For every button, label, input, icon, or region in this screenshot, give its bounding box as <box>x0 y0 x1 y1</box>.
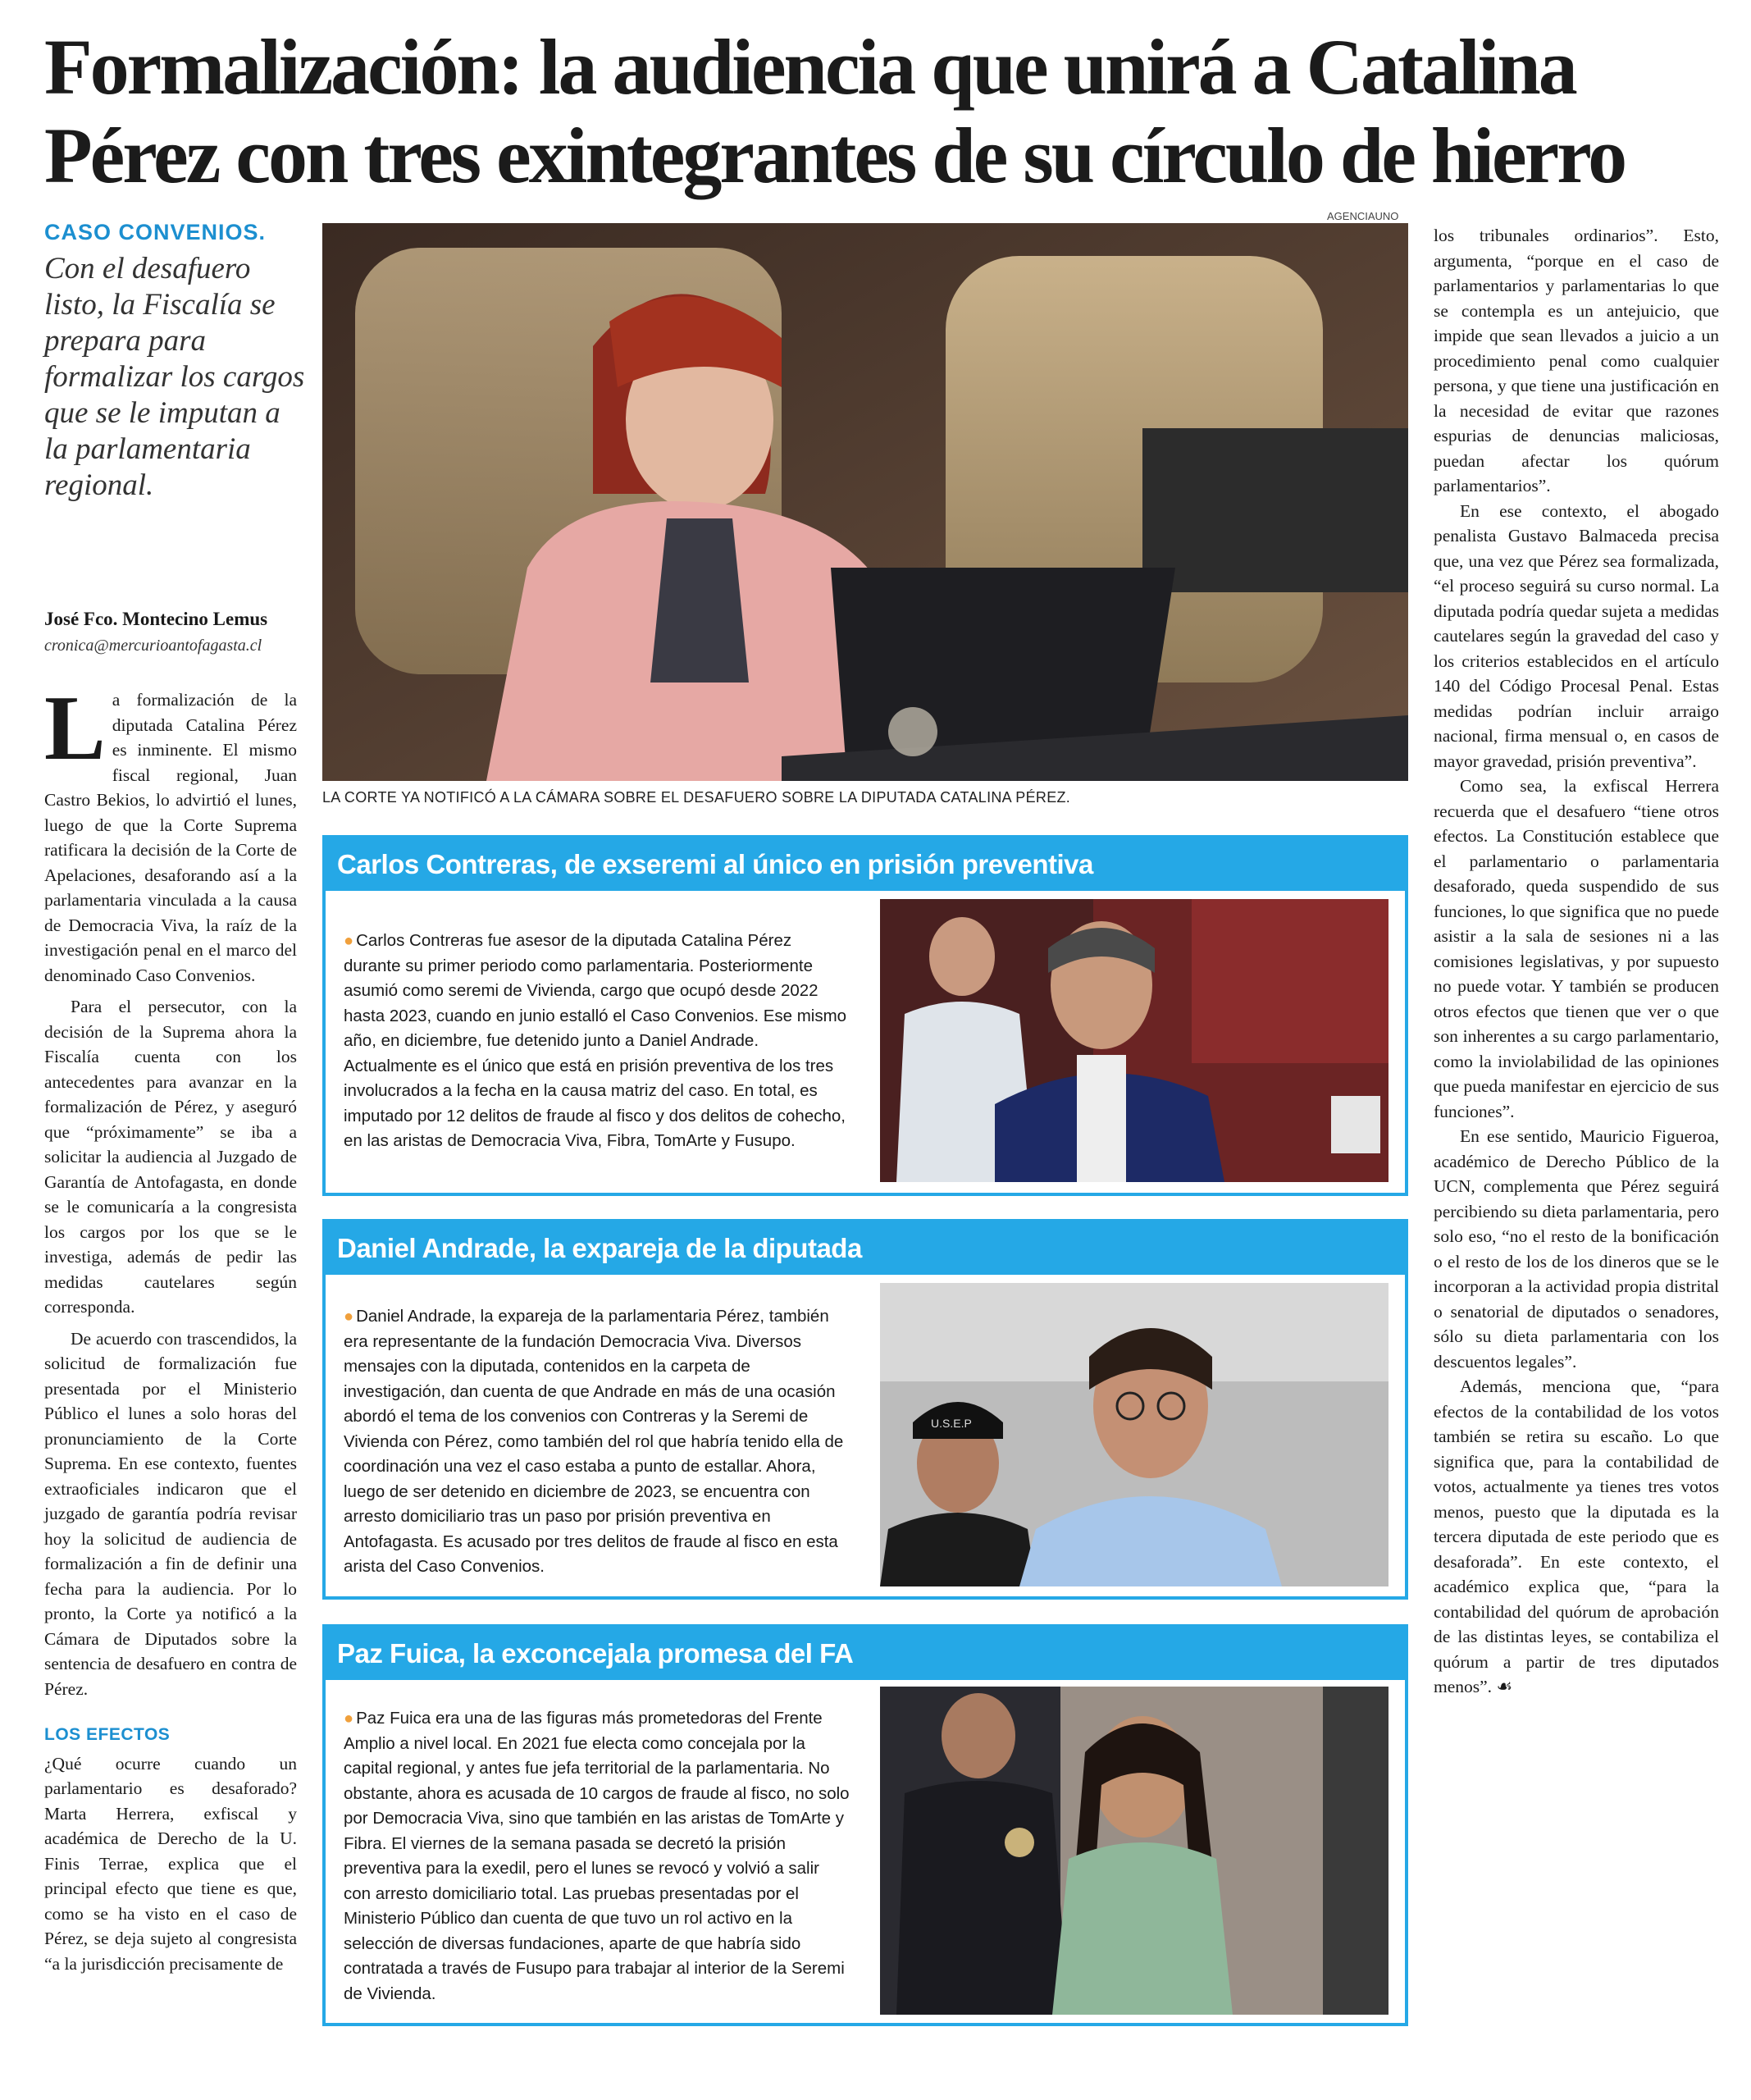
photo-credit: AGENCIAUNO <box>1327 210 1399 222</box>
photo-daniel-andrade <box>880 1283 1388 1586</box>
kicker: CASO CONVENIOS. <box>44 220 267 244</box>
paragraph: los tribunales ordinarios”. Esto, argumenta, “porque en el caso de parlamentarios y parlamentarias lo que se contempla es un antejuicio, que impide que sean llevados a juicio a un procedimiento penal como cualquier persona, y que tiene una justificación en la necesidad de evitar que razones espurias de denuncias maliciosas, puedan afectar los quórum parlamentarios”. <box>1434 226 1719 495</box>
box-title: Paz Fuica, la exconcejala promesa del FA <box>326 1628 1405 1680</box>
right-column <box>1434 223 1719 1700</box>
dropcap: L <box>44 678 106 779</box>
paragraph: Para el persecutor, con la decisión de la Suprema ahora la Fiscalía cuenta con los antecedentes para avanzar en la formalización de Pérez, y aseguró que “próximamente” se iba a solicitar la audiencia al Juzgado de Garantía de Antofagasta, en donde se le comunicaría a la congresista los cargos por los que se le investiga, además de pedir las medidas cautelares según corresponda. <box>44 997 297 1317</box>
author-email[interactable]: cronica@mercurioantofagasta.cl <box>44 637 262 655</box>
photo-caption: LA CORTE YA NOTIFICÓ A LA CÁMARA SOBRE EL DESAFUERO SOBRE LA DIPUTADA CATALINA PÉREZ. <box>322 789 1071 806</box>
paragraph: ¿Qué ocurre cuando un parlamentario es desaforado? Marta Herrera, exfiscal y académica de Derecho de la U. Finis Terrae, explica que el principal efecto que tiene es que, como se ha visto en el caso de Pérez, se deja sujeto al congresista “a la jurisdicción precisamente de <box>44 1753 297 1974</box>
end-mark-icon: ☙ <box>1496 1676 1513 1696</box>
box-text <box>344 929 850 1154</box>
author-name: José Fco. Montecino Lemus <box>44 609 268 629</box>
box-body: Carlos Contreras fue asesor de la diputada Catalina Pérez durante su primer periodo como parlamentaria. Posteriormente asumió como seremi de Vivienda, cargo que ocupó desde 2022 hasta 2023, cuando en junio estalló el Caso Convenios. Ese mismo año, en diciembre, fue detenido junto a Daniel Andrade. Actualmente es el único que está en prisión preventiva de los tres involucrados a la fecha en la causa matriz del caso. En total, es imputado por 12 delitos de fraude al fisco y dos delitos de cohecho, en las aristas de Democracia Viva, Fibra, TomArte y Fusupo. <box>344 931 847 1150</box>
section-subhead: LOS EFECTOS <box>44 1725 171 1744</box>
sidebar-box-contreras <box>322 835 1408 1196</box>
paragraph: Como sea, la exfiscal Herrera recuerda que el desafuero “tiene otros efectos. La Constitución establece que el parlamentario o parlamentaria desaforado, queda suspendido de sus funciones, lo que significa que no puede asistir a la sala de sesiones ni a las comisiones legislativas, y por supuesto no puede votar. Y también se producen otros efectos que tienen que ver o que son inherentes a su cargo parlamentario, como la inviolabilidad de las opiniones que pueda manifestar en ejercicio de sus funciones”. <box>1434 776 1719 1121</box>
main-photo <box>322 223 1408 781</box>
paragraph <box>44 678 297 988</box>
photo-paz-fuica <box>880 1687 1388 2015</box>
paragraph: En ese contexto, el abogado penalista Gustavo Balmaceda precisa que, una vez que Pérez sea formalizada, “el proceso seguirá su curso normal. La diputada podría quedar sujeta a medidas cautelares según la gravedad del caso y los criterios establecidos en el artículo 140 del Código Procesal Penal. Estas medidas podrían incluir arraigo nacional, firma mensual o, en casos de mayor gravedad, prisión preventiva”. <box>1434 500 1719 771</box>
photo-carlos-contreras <box>880 899 1388 1182</box>
paragraph-text: Además, menciona que, “para efectos de la contabilidad de los votos también se retira su escaño. Lo que significa que, para la contabilidad de votos, actualmente ya tienes tres votos menos, puesto que la diputada es la tercera diputada de este periodo que es desaforada”. En este contexto, el académico explica que, “para la contabilidad del quórum de aprobación de las distintas leyes, se contabiliza el quórum a partir de tres diputados menos”. <box>1434 1376 1719 1696</box>
paragraph: De acuerdo con trascendidos, la solicitud de formalización fue presentada por el Ministerio Público el lunes a solo horas del pronunciamiento de la Corte Suprema. En ese contexto, fuentes extraoficiales indicaron que el juzgado de garantía podría revisar hoy la solicitud de audiencia de formalización a fin de definir una fecha para la audiencia. Por lo pronto, la Corte ya notificó a la Cámara de Diputados sobre la sentencia de desafuero en contra de Pérez. <box>44 1328 297 1699</box>
sidebar-box-andrade <box>322 1219 1408 1600</box>
box-title: Daniel Andrade, la expareja de la diputada <box>326 1222 1405 1275</box>
paragraph <box>1434 1374 1719 1700</box>
paragraph-text: a formalización de la diputada Catalina Pérez es inminente. El mismo fiscal regional, Juan Castro Bekios, lo advirtió el lunes, luego de que la Corte Suprema ratificara la decisión de la Corte de Apelaciones, desaforando así a la parlamentaria vinculada a la causa de Democracia Viva, la raíz de la investigación penal en el marco del denominado Caso Convenios. <box>44 690 297 985</box>
headline: Formalización: la audiencia que unirá a Catalina Pérez con tres exintegrantes de su círculo de hierro <box>44 23 1626 199</box>
left-column <box>44 678 297 1976</box>
deck: Con el desafuero listo, la Fiscalía se prepara para formalizar los cargos que se le imputan a la parlamentaria regional. <box>44 252 305 502</box>
box-text <box>344 1706 850 2006</box>
box-body: Daniel Andrade, la expareja de la parlamentaria Pérez, también era representante de la fundación Democracia Viva. Diversos mensajes con la diputada, contenidos en la carpeta de investigación, dan cuenta de que Andrade en más de una ocasión abordó el tema de los convenios con Contreras y la Seremi de Vivienda con Pérez, como también del rol que habría tenido ella de coordinación una vez el caso estaba a punto de estallar. Ahora, luego de ser detenido en diciembre de 2023, se encuentra con arresto domiciliario tras un paso por prisión preventiva en Antofagasta. Es acusado por tres delitos de fraude al fisco en esta arista del Caso Convenios. <box>344 1307 844 1576</box>
bullet-icon: ● <box>344 1710 354 1728</box>
box-text <box>344 1304 850 1580</box>
box-body: Paz Fuica era una de las figuras más prometedoras del Frente Amplio a nivel local. En 2021 fue electa como concejala por la capital regional, y antes fue jefa territorial de la parlamentaria. No obstante, ahora es acusada de 10 cargos de fraude al fisco, no solo por Democracia Viva, sino que también en las aristas de TomArte y Fibra. El viernes de la semana pasada se decretó la prisión preventiva para la exedil, pero el lunes se revocó y volvió a salir con arresto domiciliario total. Las pruebas presentadas por el Ministerio Público dan cuenta de que tuvo un rol activo en la selección de diversas fundaciones, aparte de que habría sido contratada a través de Fusupo para trabajar al interior de la Seremi de Vivienda. <box>344 1709 850 2003</box>
bullet-icon: ● <box>344 1308 354 1326</box>
box-title: Carlos Contreras, de exseremi al único en prisión preventiva <box>326 838 1405 891</box>
bullet-icon: ● <box>344 932 354 950</box>
cap-text: U.S.E.P <box>931 1417 972 1430</box>
paragraph: En ese sentido, Mauricio Figueroa, académico de Derecho Público de la UCN, complementa que Pérez seguirá percibiendo su dieta parlamentaria, pero solo eso, “no el resto de la bonificación o el resto de los de los dineros que se le incorporan a la actividad propia distrital o senatorial de diputados o senadores, sólo su dieta parlamentaria con los descuentos legales”. <box>1434 1126 1719 1372</box>
sidebar-box-fuica <box>322 1624 1408 2026</box>
photo-catalina-perez <box>322 223 1408 781</box>
